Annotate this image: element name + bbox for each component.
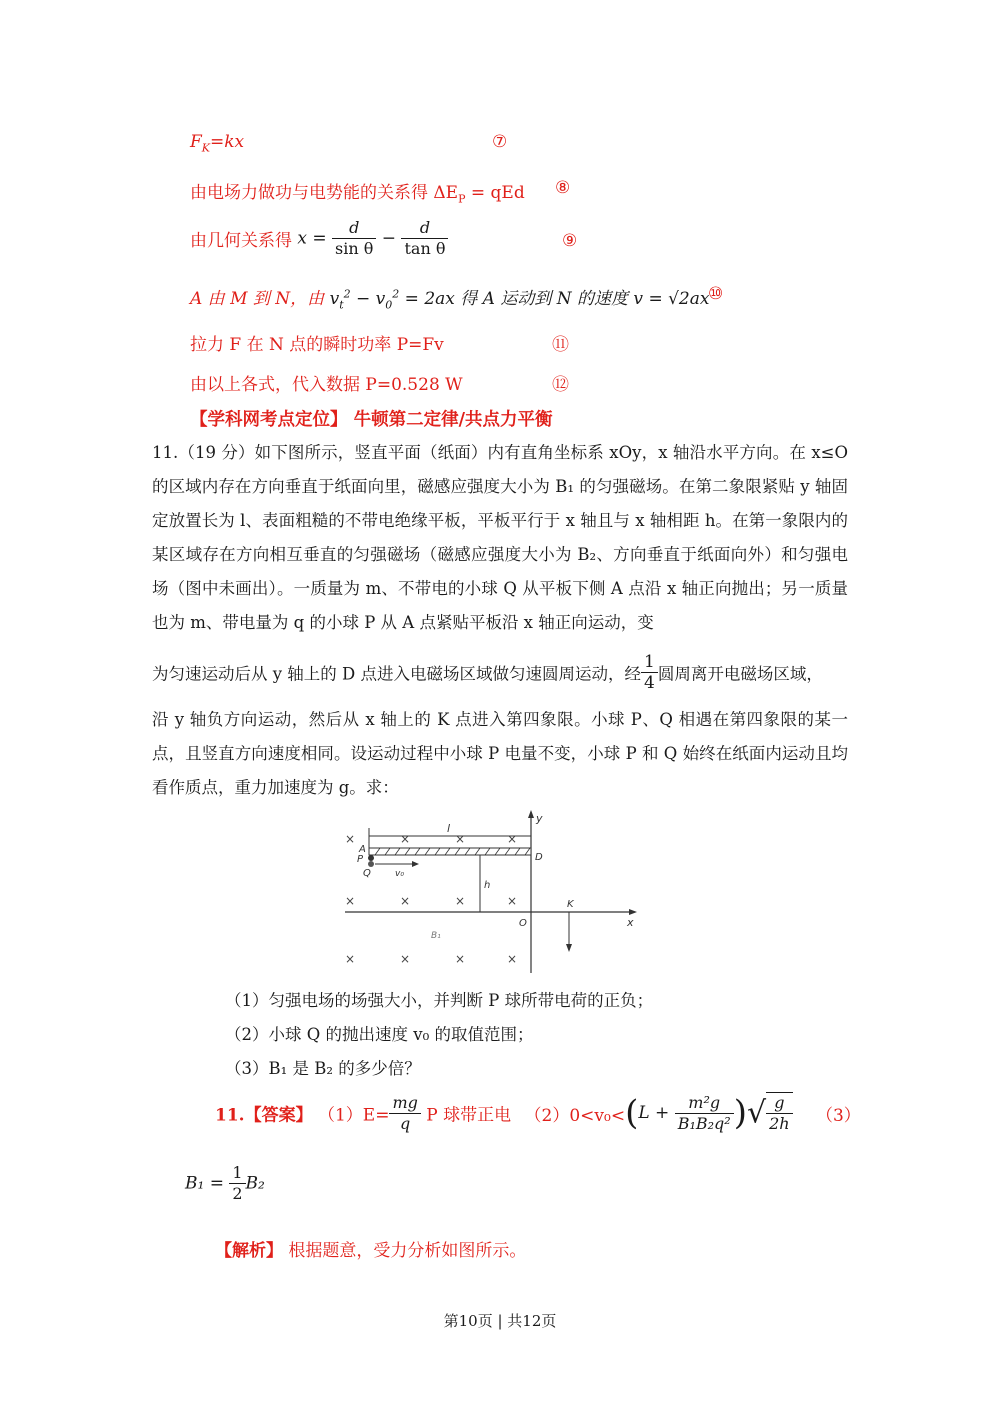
fig-label-K: K [567, 899, 574, 910]
eq9-minus: − [376, 228, 402, 249]
fig-cross: × [345, 832, 356, 846]
answer-lparen: ( [625, 1093, 639, 1133]
eq9-x: x = [297, 228, 333, 249]
answer-half-num: 1 [229, 1163, 245, 1184]
eq10-mid: − v [350, 289, 386, 309]
fig-cross: × [507, 894, 518, 908]
equation-9 [190, 218, 448, 268]
eq10-sup2: 2 [392, 287, 400, 301]
fig-plate [369, 848, 531, 855]
answer-line [215, 1092, 861, 1150]
eq8-sub: P [458, 192, 466, 206]
answer-b1: B₁ = [185, 1173, 230, 1194]
fig-label-x: x [627, 916, 634, 929]
eq7-sub: K [201, 141, 211, 155]
answer-b1b2 [185, 1163, 265, 1213]
eq8-text: 由电场力做功与电势能的关系得 ΔE [190, 183, 459, 203]
fig-label-Q: Q [363, 868, 371, 879]
fig-label-D: D [535, 852, 543, 863]
answer-sqrt-den: 2h [769, 1114, 790, 1133]
answer-part2: （2）0<v₀< [524, 1105, 626, 1126]
knowledge-point: 【学科网考点定位】 牛顿第二定律/共点力平衡 [190, 410, 553, 430]
fig-label-B1: B₁ [431, 931, 441, 941]
equation-number-11: ⑪ [552, 335, 569, 355]
analysis-label: 【解析】 [215, 1241, 283, 1261]
page-footer: 第10页 | 共12页 [443, 1312, 557, 1330]
answer-half [229, 1163, 245, 1204]
fig-label-h: h [484, 880, 491, 891]
eq10-sup1: 2 [343, 287, 351, 301]
eq9-num2: d [401, 218, 448, 239]
answer-E-den: q [400, 1113, 411, 1133]
eq10-eq2: = 2ax 得 A 运动到 N 的速度 v = √2ax [399, 289, 710, 309]
equation-10 [190, 284, 709, 311]
eq10-sub1: t [339, 298, 344, 312]
fig-cross: × [400, 894, 411, 908]
fig-ball-Q [368, 861, 374, 867]
eq10-sub2: 0 [385, 298, 393, 312]
equation-12: 由以上各式，代入数据 P=0.528 W [190, 375, 463, 395]
answer-part1: （1）E= [317, 1105, 390, 1126]
fig-cross: × [455, 952, 466, 966]
eq9-den1: sin θ [335, 239, 374, 258]
equation-number-8: ⑧ [555, 178, 571, 198]
eq8-rest: = qEd [465, 183, 525, 203]
answer-rparen: ) [733, 1093, 747, 1133]
answer-b2: B₂ [245, 1173, 265, 1194]
p2-frac [641, 652, 658, 693]
eq7-f: F [190, 132, 202, 152]
answer-E-num: mg [389, 1093, 420, 1114]
fig-label-y: y [536, 812, 543, 825]
eq9-num1: d [332, 218, 376, 239]
question-2: （2）小球 Q 的抛出速度 v₀ 的取值范围； [225, 1025, 534, 1044]
answer-part3: （3） [815, 1105, 861, 1126]
answer-m2g-den: B₁B₂q² [677, 1113, 731, 1133]
eq10-formula [329, 287, 710, 312]
fig-ball-P [368, 855, 374, 861]
problem-paragraph-1: 11.（19 分）如下图所示，竖直平面（纸面）内有直角坐标系 xOy，x 轴沿水平方向。在 x≤O 的区域内存在方向垂直于纸面向里，磁感应强度大小为 B₁ 的匀强磁场。在第二象限紧贴 y 轴固定放置长为 l、表面粗糙的不带电绝缘平板，平板平行于 x 轴且与 x 轴相距 h。在第一象限内的某区域存在方向相互垂直的匀强磁场（磁感应强度大小为 B₂、方向垂直于纸面向外）和匀强电场（图中未画出）。一质量为 m、不带电的小球 Q 从平板下侧 A 点沿 x 轴正向抛出；另一质量也为 m、带电量为 q 的小球 P 从 A 点紧贴平板沿 x 轴正向运动，变 [152, 443, 848, 632]
problem-paragraph-2 [152, 652, 823, 696]
equation-number-7: ⑦ [492, 132, 508, 152]
fig-cross: × [400, 952, 411, 966]
equation-number-9: ⑨ [562, 231, 578, 251]
equation-number-10: ⑩ [708, 284, 724, 304]
eq7-rest: =kx [210, 132, 245, 152]
p2-b: 圆周离开电磁场区域， [657, 664, 823, 684]
problem-paragraph-3: 沿 y 轴负方向运动，然后从 x 轴上的 K 点进入第四象限。小球 P、Q 相遇在第四象限的某一点，且竖直方向速度相同。设运动过程中小球 P 电量不变，小球 P 和 Q 始终在纸面内运动且均看作质点，重力加速度为 g。求： [152, 710, 848, 797]
fig-x-arrow [629, 909, 637, 915]
fig-v0-head [412, 861, 419, 867]
equation-number-12: ⑫ [552, 375, 569, 395]
fig-cross: × [455, 832, 466, 846]
p2-den: 4 [644, 673, 655, 693]
fig-label-v0: v₀ [395, 869, 404, 879]
fig-label-P: P [357, 854, 364, 865]
fig-cross: × [455, 894, 466, 908]
answer-label: 11.【答案】 [215, 1105, 313, 1126]
eq9-text: 由几何关系得 [190, 231, 298, 251]
answer-sqrt: √ [746, 1095, 767, 1131]
answer-sqrt-frac [766, 1092, 792, 1134]
answer-half-den: 2 [232, 1184, 243, 1203]
question-1: （1）匀强电场的场强大小，并判断 P 球所带电荷的正负； [225, 991, 654, 1010]
eq9-frac2 [401, 218, 448, 259]
answer-m2g-frac [675, 1093, 734, 1134]
analysis-text: 根据题意，受力分析如图所示。 [288, 1241, 527, 1261]
equation-11: 拉力 F 在 N 点的瞬时功率 P=Fv [190, 335, 444, 355]
fig-cross: × [400, 832, 411, 846]
answer-m2g-num: m²g [675, 1093, 734, 1114]
answer-E-frac [389, 1093, 420, 1134]
fig-cross: × [345, 952, 356, 966]
eq9-den2: tan θ [404, 239, 446, 258]
answer-L: L + [638, 1103, 675, 1123]
p2-num: 1 [641, 652, 658, 673]
problem-figure [335, 808, 645, 978]
fig-cross: × [507, 952, 518, 966]
fig-label-A: A [359, 844, 366, 855]
eq10-a: A 由 M 到 N，由 [190, 289, 330, 309]
answer-p-sign: P 球带正电 [420, 1105, 512, 1126]
eq10-v: v [329, 289, 340, 309]
equation-7 [190, 132, 244, 154]
analysis-line [215, 1236, 526, 1261]
fig-cross: × [345, 894, 356, 908]
p2-a: 为匀速运动后从 y 轴上的 D 点进入电磁场区域做匀速圆周运动，经 [152, 664, 642, 684]
fig-label-l: l [447, 822, 451, 835]
fig-label-O: O [519, 918, 527, 929]
fig-K-head [566, 944, 572, 952]
fig-cross: × [507, 832, 518, 846]
eq9-frac1 [332, 218, 376, 259]
answer-sqrt-num: g [766, 1093, 792, 1114]
question-3: （3）B₁ 是 B₂ 的多少倍？ [225, 1059, 421, 1078]
equation-8 [190, 178, 525, 205]
fig-y-arrow [528, 810, 534, 818]
